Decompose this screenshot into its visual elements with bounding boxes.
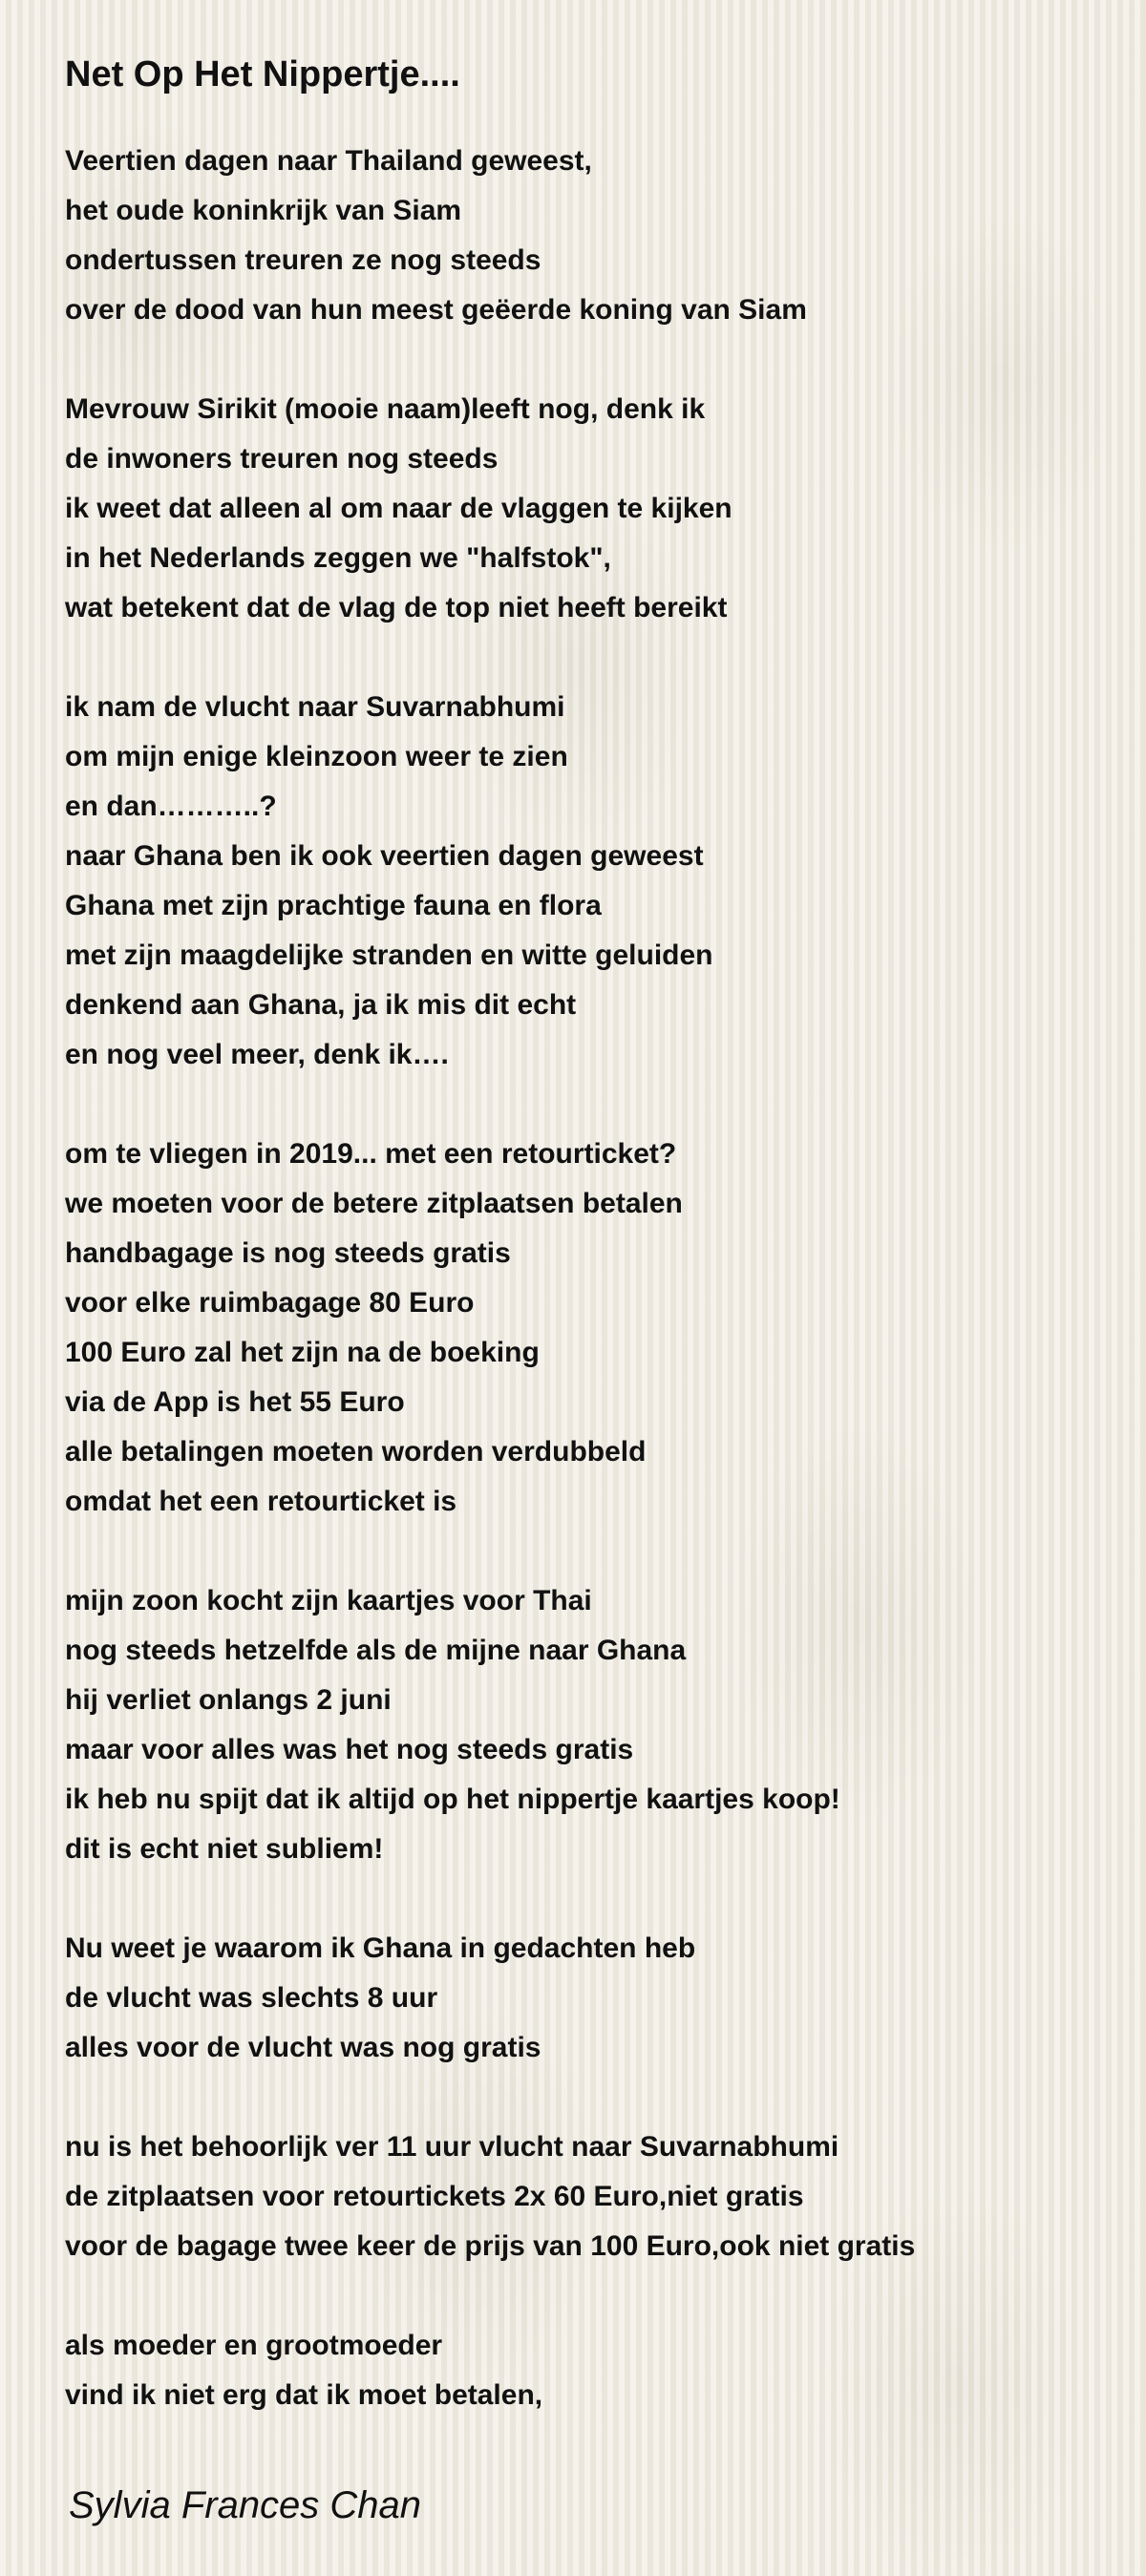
poem-line: de inwoners treuren nog steeds [65,443,499,475]
poem-line: Nu weet je waarom ik Ghana in gedachten heb [65,1932,696,1964]
poem-line: met zijn maagdelijke stranden en witte geluiden [65,940,713,971]
poem-line: handbagage is nog steeds gratis [65,1237,511,1269]
poem-body [65,137,1096,2420]
poem-line: alles voor de vlucht was nog gratis [65,2032,541,2063]
poem-author: Sylvia Frances Chan [69,2484,422,2526]
poem-line: vind ik niet erg dat ik moet betalen, [65,2379,543,2411]
poem-line: en nog veel meer, denk ik…. [65,1039,449,1070]
poem-line: om mijn enige kleinzoon weer te zien [65,741,568,772]
poem-line: Ghana met zijn prachtige fauna en flora [65,890,602,921]
poem-line: 100 Euro zal het zijn na de boeking [65,1337,540,1368]
poem-line: Mevrouw Sirikit (mooie naam)leeft nog, denk ik [65,393,706,425]
poem-line: hij verliet onlangs 2 juni [65,1684,392,1716]
poem-stanza [65,137,1096,335]
poem-line: dit is echt niet subliem! [65,1833,384,1865]
poem-line: naar Ghana ben ik ook veertien dagen geweest [65,840,704,872]
poem-line: we moeten voor de betere zitplaatsen betalen [65,1188,683,1219]
poem-line: alle betalingen moeten worden verdubbeld [65,1436,647,1467]
poem-stanza [65,683,1096,1080]
poem-stanza [65,2122,1096,2271]
poem-line: ik heb nu spijt dat ik altijd op het nippertje kaartjes koop! [65,1784,840,1815]
poem-line: wat betekent dat de vlag de top niet heeft bereikt [65,592,728,623]
poem-stanza [65,1576,1096,1874]
poem-line: voor de bagage twee keer de prijs van 100 Euro,ook niet gratis [65,2230,916,2262]
poem-line: de vlucht was slechts 8 uur [65,1982,438,2014]
poem-line: ik weet dat alleen al om naar de vlaggen te kijken [65,493,732,524]
poem-line: de zitplaatsen voor retourtickets 2x 60 Euro,niet gratis [65,2181,804,2212]
poem-line: voor elke ruimbagage 80 Euro [65,1287,475,1319]
poem-stanza [65,385,1096,633]
poem-title: Net Op Het Nippertje.... [65,54,460,95]
poem-line: maar voor alles was het nog steeds gratis [65,1734,634,1765]
poem-page [65,48,1096,2470]
poem-line: omdat het een retourticket is [65,1486,457,1517]
poem-line: mijn zoon kocht zijn kaartjes voor Thai [65,1585,592,1616]
poem-line: om te vliegen in 2019... met een retourticket? [65,1138,677,1170]
poem-line: Veertien dagen naar Thailand geweest, [65,145,592,177]
poem-line: nog steeds hetzelfde als de mijne naar Ghana [65,1635,687,1666]
poem-line: via de App is het 55 Euro [65,1386,405,1418]
poem-line: denkend aan Ghana, ja ik mis dit echt [65,989,577,1021]
poem-stanza [65,1130,1096,1527]
poem-line: nu is het behoorlijk ver 11 uur vlucht naar Suvarnabhumi [65,2131,839,2163]
poem-stanza [65,1924,1096,2073]
poem-line: en dan………..? [65,791,277,822]
poem-line: het oude koninkrijk van Siam [65,195,462,226]
poem-line: ik nam de vlucht naar Suvarnabhumi [65,691,565,723]
poem-line: over de dood van hun meest geëerde koning van Siam [65,294,807,326]
poem-stanza [65,2321,1096,2420]
poem-line: ondertussen treuren ze nog steeds [65,244,541,276]
poem-line: als moeder en grootmoeder [65,2330,443,2361]
poem-line: in het Nederlands zeggen we "halfstok", [65,542,611,574]
